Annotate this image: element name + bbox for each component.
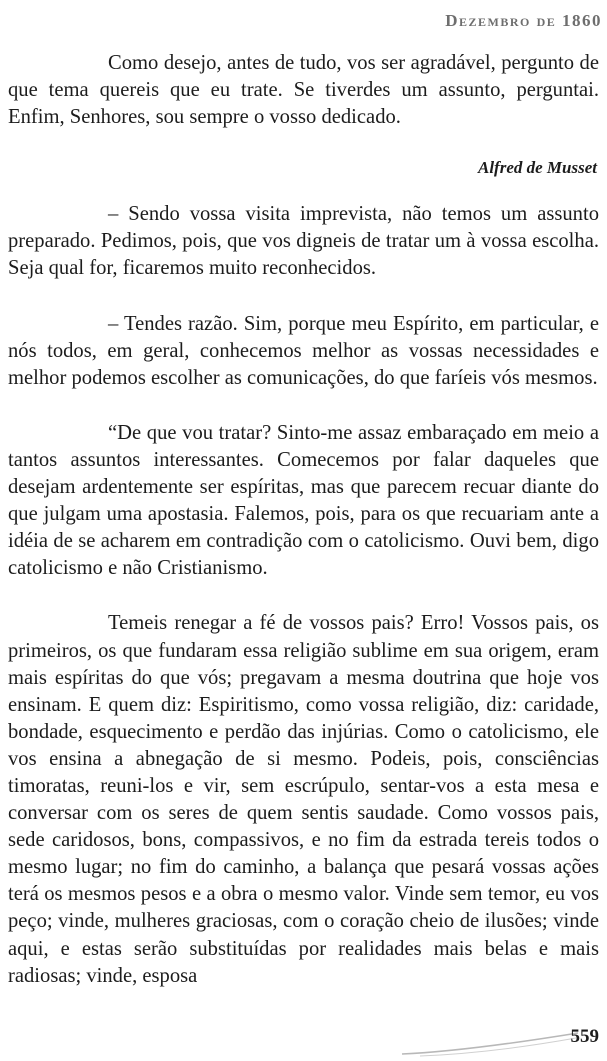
signature: Alfred de Musset: [478, 158, 597, 178]
spacer: [8, 179, 599, 201]
page-number: 559: [570, 1026, 599, 1047]
page-body: [8, 50, 599, 990]
paragraph-2: – Sendo vossa visita imprevista, não temos um assunto preparado. Pedimos, pois, que vos digneis de tratar um à vossa escolha. Seja qual for, ficaremos muito reconhecidos.: [8, 203, 599, 280]
paragraph-3: – Tendes razão. Sim, porque meu Espírito, em particular, e nós todos, em geral, conhecemos melhor as vossas necessidades e melhor podemos escolher as comunicações, do que faríeis vós mesmos.: [8, 312, 599, 389]
paragraph-1: Como desejo, antes de tudo, vos ser agradável, pergunto de que tema quereis que eu trate. Se tiverdes um assunto, perguntai. Enfim, Senhores, sou sempre o vosso dedicado.: [8, 52, 599, 129]
footer-ornament-curve: [400, 1030, 580, 1058]
paragraph-4: “De que vou tratar? Sinto-me assaz embaraçado em meio a tantos assuntos interessantes. Comecemos por falar daqueles que desejam ardentemente ser espíritas, mas que parecem recuar diante do que julgam uma apostasia. Falemos, pois, para os que recuariam ante a idéia de se acharem em contradição com o catolicismo. Ouvi bem, digo catolicismo e não Cristianismo.: [8, 421, 599, 580]
spacer: [8, 283, 599, 311]
spacer: [8, 582, 599, 610]
paragraph-5: Temeis renegar a fé de vossos pais? Erro! Vossos pais, os primeiros, os que fundaram essa religião sublime em sua origem, eram mais espíritas do que vós; pregavam a mesma doutrina que hoje vos ensinam. E quem diz: Espiritismo, como vossa religião, diz: caridade, bondade, esquecimento e perdão das injúrias. Como o catolicismo, ele vos ensina a abnegação de si mesmo. Podeis, pois, consciências timoratas, reuni-los e vir, sem escrúpulo, sentar-vos a esta mesa e conversar com os seres de quem sentis saudade. Como vossos pais, sede caridosos, bons, compassivos, e no fim da estrada tereis todos o mesmo lugar; no fim do caminho, a balança que pesará vossas ações terá os mesmos pesos e a obra o mesmo valor. Vinde sem temor, eu vos peço; vinde, mulheres graciosas, com o coração cheio de ilusões; vinde aqui, e estas serão substituídas por realidades mais belas e mais radiosas; vinde, esposa: [8, 612, 599, 987]
spacer: [8, 131, 599, 157]
spacer: [8, 392, 599, 420]
running-header: Dezembro de 1860: [445, 11, 602, 30]
